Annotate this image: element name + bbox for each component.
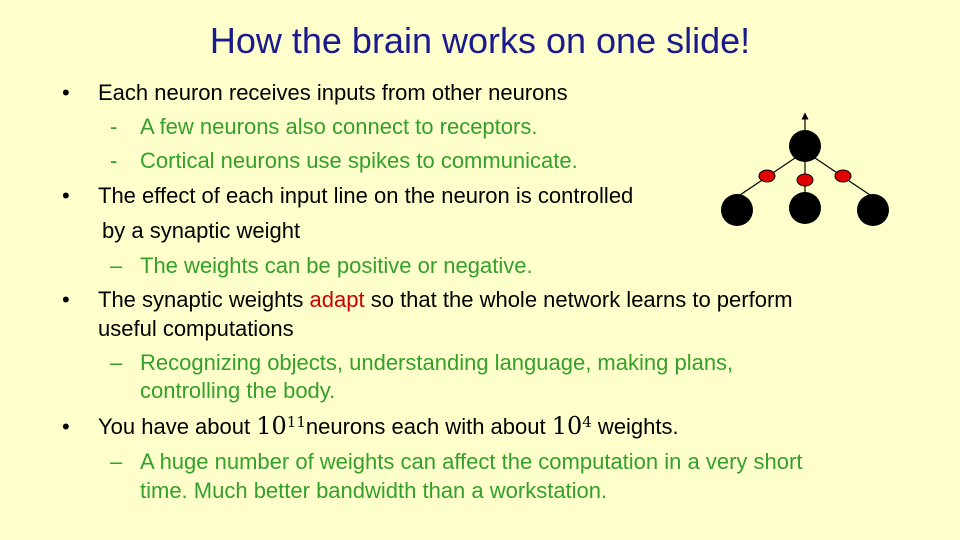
bullet-3-post: so that the whole network learns to perform (364, 287, 793, 312)
bullet-4-post: weights. (591, 414, 679, 439)
bullet-2-sub-1: The weights can be positive or negative. (140, 253, 533, 278)
synapse-middle (797, 174, 813, 186)
bullet-3-line-1 (98, 286, 793, 314)
dash-marker: - (110, 114, 118, 139)
endash-marker: – (110, 253, 123, 278)
bullet-3-line-2: useful computations (98, 316, 294, 341)
bullet-4-sub-line-1: A huge number of weights can affect the computation in a very short (140, 449, 803, 474)
bullet-1-text: Each neuron receives inputs from other neurons (98, 80, 568, 105)
neuron-diagram (715, 110, 900, 235)
bullet-2-line-2: by a synaptic weight (102, 218, 301, 243)
weight-count-math: $10^4$ (551, 412, 592, 440)
bullet-3-pre: The synaptic weights (98, 287, 310, 312)
output-neuron (789, 130, 821, 162)
bullet-1-sub-1: A few neurons also connect to receptors. (140, 114, 538, 139)
bullet-3-sub-line-2: controlling the body. (140, 378, 336, 403)
endash-marker: – (110, 350, 123, 375)
bullet-4-pre: You have about (98, 414, 257, 439)
adapt-highlight: adapt (309, 287, 365, 312)
bullet-marker: • (62, 287, 70, 312)
synapse-right (835, 170, 851, 182)
neuron-count-math: $10^{11}$ (256, 412, 306, 440)
input-neuron-left (721, 194, 753, 226)
input-neuron-right (857, 194, 889, 226)
slide-title: How the brain works on one slide! (209, 20, 751, 61)
bullet-marker: • (62, 80, 70, 105)
bullet-3-sub-line-1: Recognizing objects, understanding language, making plans, (140, 350, 734, 375)
bullet-4-mid: neurons each with about (305, 414, 552, 439)
bullet-marker: • (62, 414, 70, 439)
bullet-marker: • (62, 183, 70, 208)
bullet-4-sub-line-2: time. Much better bandwidth than a workstation. (140, 478, 608, 503)
input-neuron-middle (789, 192, 821, 224)
dash-marker: - (110, 148, 118, 173)
endash-marker: – (110, 449, 123, 474)
bullet-1-sub-2: Cortical neurons use spikes to communicate. (140, 148, 578, 173)
bullet-4-line-1 (98, 406, 679, 447)
synapse-left (759, 170, 775, 182)
bullet-2-line-1: The effect of each input line on the neuron is controlled (98, 183, 634, 208)
